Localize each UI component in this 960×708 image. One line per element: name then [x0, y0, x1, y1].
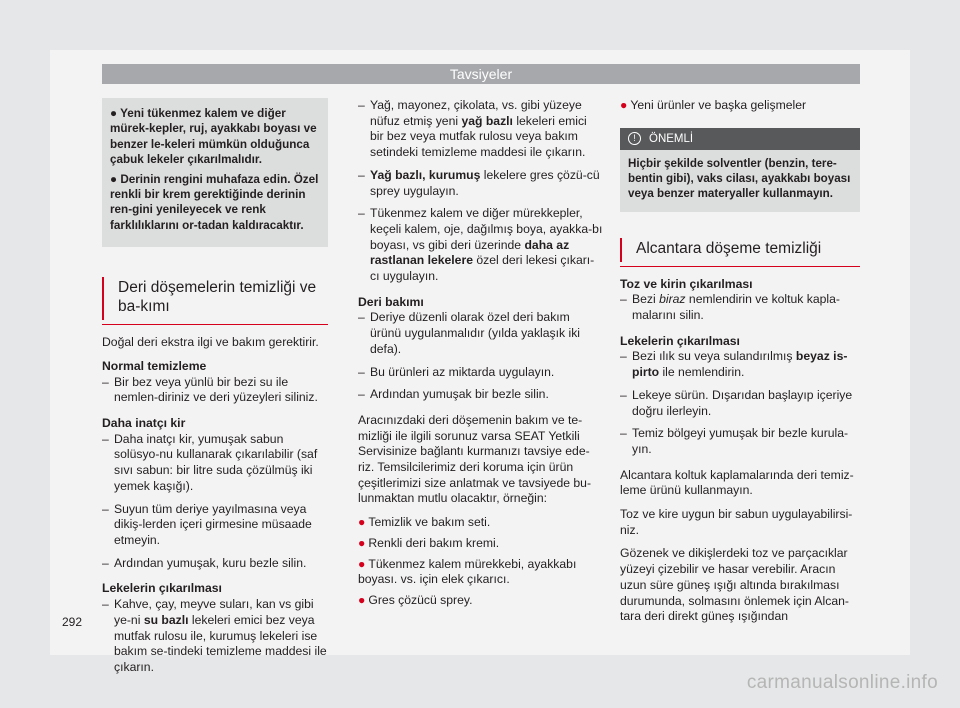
tip-item: ● Yeni tükenmez kalem ve diğer mürek-kepler, ruj, ayakkabı boyası ve benzer le-keleri mümkün olduğunca çabuk lekeler çıkarılmalıdır. [110, 107, 317, 167]
list-item: – Bu ürünleri az miktarda uygulayın. [358, 365, 603, 381]
list-item: – Tükenmez kalem ve diğer mürekkepler, keçeli kalem, oje, dağılmış boya, ayakka-bı boyası, vs gibi deri üzerinde daha az rastlanan lekelere özel deri lekesi çıkarı-cı uygulayın. [358, 206, 603, 285]
heading-stain-removal: Lekelerin çıkarılması [620, 333, 740, 348]
list-item: – Suyun tüm deriye yayılmasına veya dikiş-lerden içeri girmesine müsaade etmeyin. [102, 502, 328, 549]
bullet-icon: ● [358, 556, 366, 571]
column-right [620, 98, 860, 633]
heading-leather-care: Deri bakımı [358, 294, 424, 309]
watermark: carmanualsonline.info [746, 672, 938, 693]
notice-body: Hiçbir şekilde solventler (benzin, tere-bentin gibi), vaks cilası, ayakkabı boyası veya benzer materyaller kullanmayın. [628, 156, 851, 201]
list-item: – Bezi biraz nemlendirin ve koltuk kapla-malarını silin. [620, 292, 860, 323]
list-item: ● Temizlik ve bakım seti. [358, 515, 491, 530]
paragraph: Toz ve kire uygun bir sabun uygulayabilirsi-niz. [620, 507, 853, 537]
tips-box [102, 98, 328, 247]
section-rule [102, 324, 328, 325]
dealer-paragraph: Aracınızdaki deri döşemenin bakım ve te-mizliği ile ilgili sorunuz varsa SEAT Yetkili Servisinize bağlantı kurmanızı tavsiye ede-riz. Temsilcilerimiz deri koruma için ürün çeşitlerimizi size anlatmak ve tavsiyede bu-lunmaktan mutlu olacaktır, örneğin: [358, 412, 592, 506]
list-item: – Lekeye sürün. Dışarıdan başlayıp içeriye doğru ilerleyin. [620, 388, 860, 419]
paragraph: Gözenek ve dikişlerdeki toz ve parçacıklar yüzeyi çizebilir ve hasar verebilir. Aracın uzun süre güneş ışığı altında bırakılması durumunda, solmasını önlemek için Alcan-tara deri direkt güneş ışığından [620, 546, 849, 624]
list-item: – Ardından yumuşak, kuru bezle silin. [102, 556, 328, 572]
heading-dust-removal: Toz ve kirin çıkarılması [620, 276, 753, 291]
heading-stain-removal: Lekelerin çıkarılması [102, 581, 222, 596]
bullet-icon: ● [110, 107, 121, 120]
intro-text: Doğal deri ekstra ilgi ve bakım gerektirir. [102, 335, 319, 350]
heading-normal-cleaning: Normal temizleme [102, 358, 207, 373]
section-title-alcantara: Alcantara döşeme temizliği [620, 238, 860, 262]
column-middle [358, 98, 603, 614]
bullet-icon: ● [358, 592, 366, 607]
list-item: – Bir bez veya yünlü bir bezi su ile nemlen-diriniz ve deri yüzeyleri siliniz. [102, 375, 328, 406]
tip-item: ● Derinin rengini muhafaza edin. Özel renkli bir krem gerektiğinde derinin ren-gini yenileyecek ve renk farklılıklarını or-tadan kaldıracaktır. [110, 172, 319, 232]
list-item: – Deriye düzenli olarak özel deri bakım ürünü uygulanmalıdır (yılda yaklaşık iki defa). [358, 310, 603, 357]
bullet-icon: ● [358, 535, 366, 550]
notice-box [620, 128, 860, 212]
list-item: – Kahve, çay, meyve suları, kan vs gibi ye-ni su bazlı lekeleri emici bez veya mutfak rulosu ile, kurumuş lekeleri ise bakım se-tindeki temizleme maddesi ile çıkarın. [102, 597, 328, 676]
heading-stubborn-dirt: Daha inatçı kir [102, 416, 186, 431]
page-number: 292 [62, 615, 83, 629]
list-item: ● Gres çözücü sprey. [358, 592, 473, 607]
column-left [102, 98, 328, 683]
list-item: – Daha inatçı kir, yumuşak sabun solüsyo-nu kullanarak çıkarılabilir (saf sıvı sabun: bir litre suda çözülmüş iki yemek kaşığı). [102, 432, 328, 495]
page-header: Tavsiyeler [102, 64, 860, 84]
section-title-leather: Deri döşemelerin temizliği ve ba-kımı [102, 277, 328, 320]
info-icon: ! [628, 132, 641, 145]
paragraph: Alcantara koltuk kaplamalarında deri temiz-leme ürünü kullanmayın. [620, 467, 854, 498]
list-item: ● Renkli deri bakım kremi. [358, 535, 500, 550]
list-item: ● Tükenmez kalem mürekkebi, ayakkabı boyası. vs. için elek çıkarıcı. [358, 556, 577, 587]
bullet-icon: ● [358, 515, 366, 530]
bullet-icon: ● [110, 172, 121, 186]
list-item: – Yağ, mayonez, çikolata, vs. gibi yüzeye nüfuz etmiş yeni yağ bazlı lekeleri emici bir bez veya mutfak rulosu veya bakım setindeki temizleme maddesi ile çıkarın. [358, 98, 603, 161]
bullet-icon: ● [620, 98, 628, 112]
list-item: – Bezi ılık su veya sulandırılmış beyaz is-pirto ile nemlendirin. [620, 349, 860, 380]
list-item: ● Yeni ürünler ve başka gelişmeler [620, 98, 807, 112]
list-item: – Temiz bölgeyi yumuşak bir bezle kurula-yın. [620, 426, 860, 457]
list-item: – Ardından yumuşak bir bezle silin. [358, 387, 603, 403]
notice-header: ! ÖNEMLİ [620, 128, 860, 150]
section-rule [620, 266, 860, 267]
list-item: – Yağ bazlı, kurumuş lekelere gres çözü-cü sprey uygulayın. [358, 168, 603, 199]
